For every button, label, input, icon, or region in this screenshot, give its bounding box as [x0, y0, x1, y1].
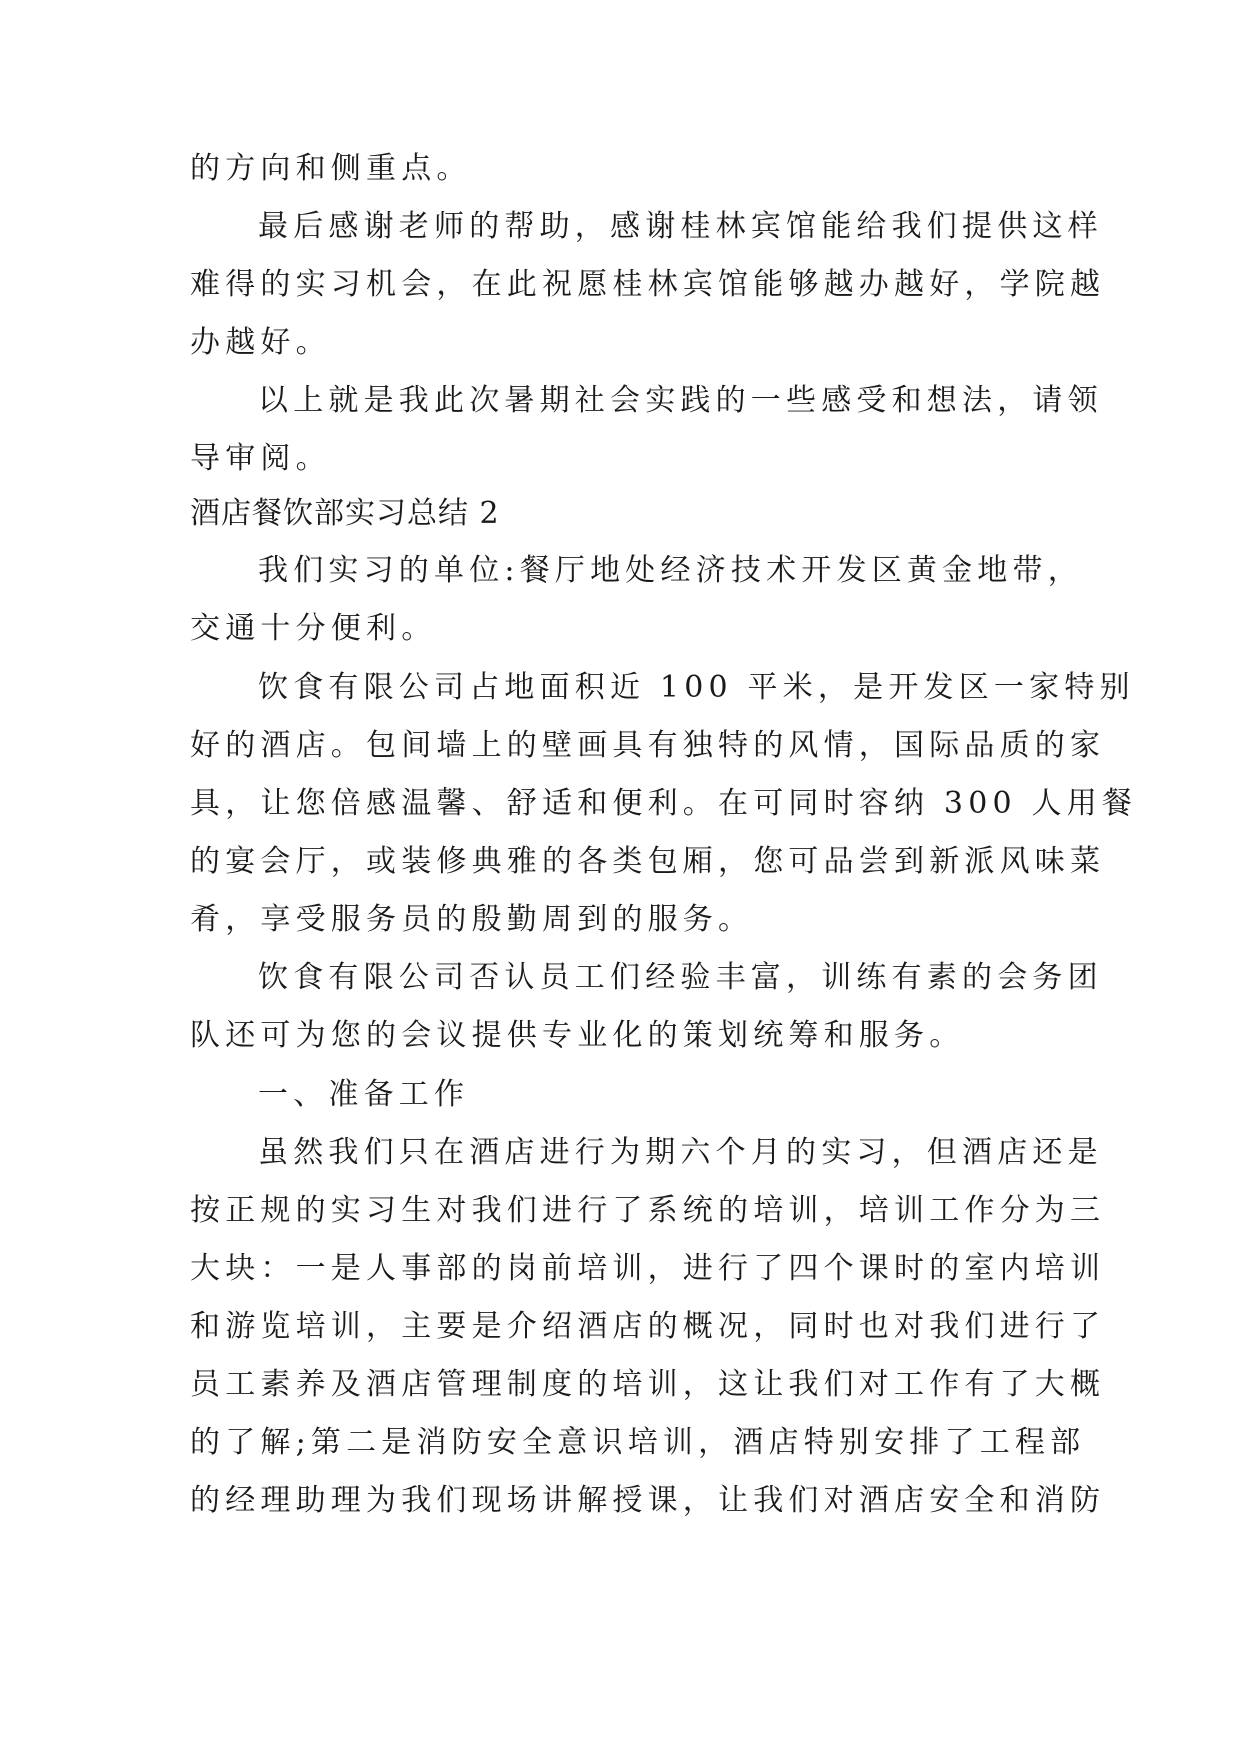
text-line: 员工素养及酒店管理制度的培训，这让我们对工作有了大概	[190, 1367, 1106, 1402]
text-line: 最后感谢老师的帮助，感谢桂林宾馆能给我们提供这样	[258, 209, 1103, 244]
text-line: 的宴会厅，或装修典雅的各类包厢，您可品尝到新派风味菜	[190, 844, 1106, 879]
text-line: 交通十分便利。	[190, 611, 437, 646]
section-heading: 酒店餐饮部实习总结 2	[190, 496, 500, 531]
text-line: 虽然我们只在酒店进行为期六个月的实习，但酒店还是	[258, 1135, 1103, 1170]
subsection-heading: 一、准备工作	[258, 1077, 470, 1112]
text-line: 肴，享受服务员的殷勤周到的服务。	[190, 902, 754, 937]
text-line: 和游览培训，主要是介绍酒店的概况，同时也对我们进行了	[190, 1309, 1106, 1344]
text-line: 大块：一是人事部的岗前培训，进行了四个课时的室内培训	[190, 1251, 1106, 1286]
text-line: 饮食有限公司否认员工们经验丰富，训练有素的会务团	[258, 960, 1103, 995]
text-line: 的方向和侧重点。	[190, 151, 472, 186]
text-line: 按正规的实习生对我们进行了系统的培训，培训工作分为三	[190, 1193, 1106, 1228]
text-line: 办越好。	[190, 325, 331, 360]
text-line: 导审阅。	[190, 441, 331, 476]
text-line: 我们实习的单位:餐厅地处经济技术开发区黄金地带，	[258, 553, 1083, 588]
text-line: 难得的实习机会，在此祝愿桂林宾馆能够越办越好，学院越	[190, 267, 1106, 302]
text-line: 的了解;第二是消防安全意识培训，酒店特别安排了工程部	[190, 1425, 1086, 1460]
text-line: 队还可为您的会议提供专业化的策划统筹和服务。	[190, 1018, 965, 1053]
text-line: 好的酒店。包间墙上的壁画具有独特的风情，国际品质的家	[190, 728, 1106, 763]
text-line: 以上就是我此次暑期社会实践的一些感受和想法，请领	[258, 383, 1103, 418]
text-line: 的经理助理为我们现场讲解授课，让我们对酒店安全和消防	[190, 1483, 1106, 1518]
text-line: 饮食有限公司占地面积近 100 平米，是开发区一家特别	[258, 670, 1135, 705]
text-line: 具，让您倍感温馨、舒适和便利。在可同时容纳 300 人用餐	[190, 786, 1138, 821]
